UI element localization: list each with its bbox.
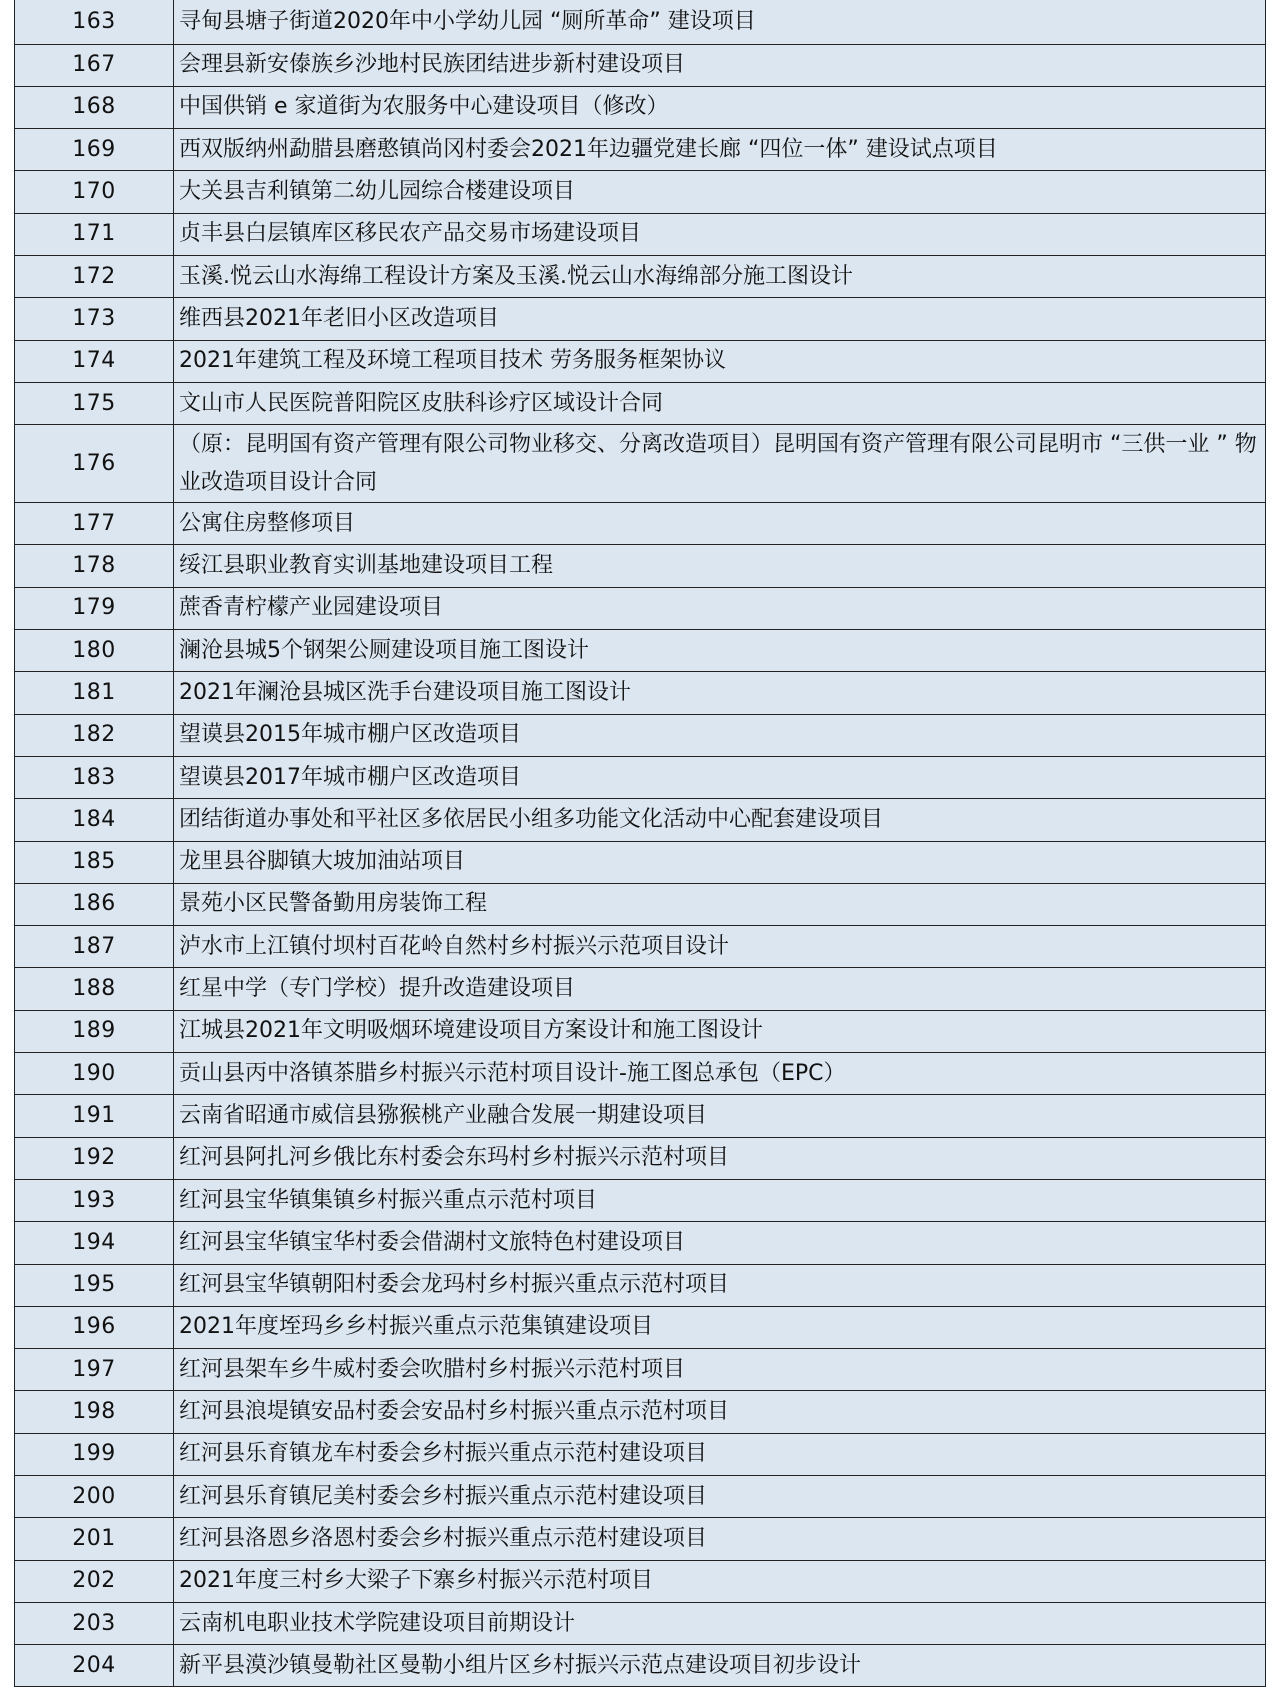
table-row: [15, 714, 1266, 756]
row-number-cell: 163: [15, 0, 174, 44]
table-row: [15, 1476, 1266, 1518]
row-number-cell: 187: [15, 926, 174, 968]
project-name-cell: 公寓住房整修项目: [174, 503, 1266, 545]
project-name-cell: 澜沧县城5个钢架公厕建设项目施工图设计: [174, 630, 1266, 672]
row-number-cell: 193: [15, 1179, 174, 1221]
project-name-cell: （原：昆明国有资产管理有限公司物业移交、分离改造项目）昆明国有资产管理有限公司昆明市 “三供一业 ” 物业改造项目设计合同: [174, 425, 1266, 503]
table-row: [15, 968, 1266, 1010]
table-row: [15, 1137, 1266, 1179]
table-row: [15, 1645, 1266, 1687]
row-number-cell: 199: [15, 1433, 174, 1475]
row-number-cell: 167: [15, 44, 174, 86]
project-table-body: [15, 0, 1266, 1687]
row-number-cell: 203: [15, 1602, 174, 1644]
project-name-cell: 云南机电职业技术学院建设项目前期设计: [174, 1602, 1266, 1644]
project-name-cell: 红河县架车乡牛威村委会吹腊村乡村振兴示范村项目: [174, 1349, 1266, 1391]
table-row: [15, 1179, 1266, 1221]
project-name-cell: 2021年度三村乡大梁子下寨乡村振兴示范村项目: [174, 1560, 1266, 1602]
row-number-cell: 195: [15, 1264, 174, 1306]
project-name-cell: 红河县洛恩乡洛恩村委会乡村振兴重点示范村建设项目: [174, 1518, 1266, 1560]
row-number-cell: 185: [15, 841, 174, 883]
row-number-cell: 170: [15, 171, 174, 213]
project-name-cell: 红河县浪堤镇安品村委会安品村乡村振兴重点示范村项目: [174, 1391, 1266, 1433]
row-number-cell: 190: [15, 1053, 174, 1095]
table-row: [15, 1010, 1266, 1052]
project-name-cell: 贞丰县白层镇库区移民农产品交易市场建设项目: [174, 213, 1266, 255]
table-row: [15, 630, 1266, 672]
row-number-cell: 192: [15, 1137, 174, 1179]
project-name-cell: 望谟县2015年城市棚户区改造项目: [174, 714, 1266, 756]
project-name-cell: 中国供销 e 家道街为农服务中心建设项目（修改）: [174, 86, 1266, 128]
table-row: [15, 425, 1266, 503]
project-name-cell: 龙里县谷脚镇大坡加油站项目: [174, 841, 1266, 883]
project-name-cell: 江城县2021年文明吸烟环境建设项目方案设计和施工图设计: [174, 1010, 1266, 1052]
row-number-cell: 168: [15, 86, 174, 128]
project-name-cell: 贡山县丙中洛镇茶腊乡村振兴示范村项目设计-施工图总承包（EPC）: [174, 1053, 1266, 1095]
row-number-cell: 176: [15, 425, 174, 503]
table-row: [15, 1391, 1266, 1433]
project-name-cell: 维西县2021年老旧小区改造项目: [174, 298, 1266, 340]
row-number-cell: 183: [15, 756, 174, 798]
row-number-cell: 197: [15, 1349, 174, 1391]
row-number-cell: 169: [15, 129, 174, 171]
row-number-cell: 191: [15, 1095, 174, 1137]
row-number-cell: 189: [15, 1010, 174, 1052]
row-number-cell: 171: [15, 213, 174, 255]
table-row: [15, 883, 1266, 925]
project-name-cell: 红河县宝华镇集镇乡村振兴重点示范村项目: [174, 1179, 1266, 1221]
table-row: [15, 756, 1266, 798]
project-name-cell: 玉溪.悦云山水海绵工程设计方案及玉溪.悦云山水海绵部分施工图设计: [174, 255, 1266, 297]
table-row: [15, 129, 1266, 171]
project-name-cell: 红河县宝华镇宝华村委会借湖村文旅特色村建设项目: [174, 1222, 1266, 1264]
project-name-cell: 团结街道办事处和平社区多依居民小组多功能文化活动中心配套建设项目: [174, 799, 1266, 841]
row-number-cell: 186: [15, 883, 174, 925]
table-row: [15, 1560, 1266, 1602]
table-row: [15, 1349, 1266, 1391]
table-row: [15, 255, 1266, 297]
row-number-cell: 177: [15, 503, 174, 545]
table-row: [15, 545, 1266, 587]
row-number-cell: 188: [15, 968, 174, 1010]
project-name-cell: 红河县宝华镇朝阳村委会龙玛村乡村振兴重点示范村项目: [174, 1264, 1266, 1306]
table-row: [15, 1222, 1266, 1264]
project-name-cell: 泸水市上江镇付坝村百花岭自然村乡村振兴示范项目设计: [174, 926, 1266, 968]
row-number-cell: 202: [15, 1560, 174, 1602]
row-number-cell: 175: [15, 382, 174, 424]
row-number-cell: 180: [15, 630, 174, 672]
table-row: [15, 0, 1266, 44]
row-number-cell: 200: [15, 1476, 174, 1518]
project-name-cell: 蔗香青柠檬产业园建设项目: [174, 587, 1266, 629]
row-number-cell: 178: [15, 545, 174, 587]
table-row: [15, 171, 1266, 213]
row-number-cell: 172: [15, 255, 174, 297]
table-row: [15, 672, 1266, 714]
project-name-cell: 望谟县2017年城市棚户区改造项目: [174, 756, 1266, 798]
row-number-cell: 204: [15, 1645, 174, 1687]
project-name-cell: 会理县新安傣族乡沙地村民族团结进步新村建设项目: [174, 44, 1266, 86]
row-number-cell: 201: [15, 1518, 174, 1560]
row-number-cell: 184: [15, 799, 174, 841]
table-row: [15, 503, 1266, 545]
table-row: [15, 1306, 1266, 1348]
table-row: [15, 298, 1266, 340]
table-row: [15, 1264, 1266, 1306]
project-name-cell: 新平县漠沙镇曼勒社区曼勒小组片区乡村振兴示范点建设项目初步设计: [174, 1645, 1266, 1687]
project-name-cell: 2021年度垤玛乡乡村振兴重点示范集镇建设项目: [174, 1306, 1266, 1348]
table-row: [15, 799, 1266, 841]
project-name-cell: 红河县乐育镇尼美村委会乡村振兴重点示范村建设项目: [174, 1476, 1266, 1518]
project-name-cell: 红河县阿扎河乡俄比东村委会东玛村乡村振兴示范村项目: [174, 1137, 1266, 1179]
project-list-sheet: [14, 0, 1266, 1687]
project-name-cell: 2021年澜沧县城区洗手台建设项目施工图设计: [174, 672, 1266, 714]
table-row: [15, 44, 1266, 86]
project-name-cell: 云南省昭通市威信县猕猴桃产业融合发展一期建设项目: [174, 1095, 1266, 1137]
table-row: [15, 340, 1266, 382]
table-row: [15, 841, 1266, 883]
table-row: [15, 1095, 1266, 1137]
row-number-cell: 179: [15, 587, 174, 629]
project-name-cell: 红星中学（专门学校）提升改造建设项目: [174, 968, 1266, 1010]
table-row: [15, 213, 1266, 255]
table-row: [15, 382, 1266, 424]
table-row: [15, 86, 1266, 128]
project-name-cell: 红河县乐育镇龙车村委会乡村振兴重点示范村建设项目: [174, 1433, 1266, 1475]
row-number-cell: 194: [15, 1222, 174, 1264]
project-name-cell: 2021年建筑工程及环境工程项目技术 劳务服务框架协议: [174, 340, 1266, 382]
row-number-cell: 174: [15, 340, 174, 382]
row-number-cell: 182: [15, 714, 174, 756]
project-name-cell: 景苑小区民警备勤用房装饰工程: [174, 883, 1266, 925]
project-name-cell: 寻甸县塘子街道2020年中小学幼儿园 “厕所革命” 建设项目: [174, 0, 1266, 44]
project-name-cell: 大关县吉利镇第二幼儿园综合楼建设项目: [174, 171, 1266, 213]
row-number-cell: 196: [15, 1306, 174, 1348]
row-number-cell: 173: [15, 298, 174, 340]
table-row: [15, 1518, 1266, 1560]
row-number-cell: 198: [15, 1391, 174, 1433]
table-row: [15, 926, 1266, 968]
table-row: [15, 1053, 1266, 1095]
table-row: [15, 1433, 1266, 1475]
project-name-cell: 西双版纳州勐腊县磨憨镇尚冈村委会2021年边疆党建长廊 “四位一体” 建设试点项目: [174, 129, 1266, 171]
table-row: [15, 1602, 1266, 1644]
project-name-cell: 绥江县职业教育实训基地建设项目工程: [174, 545, 1266, 587]
project-table: [14, 0, 1266, 1687]
table-row: [15, 587, 1266, 629]
row-number-cell: 181: [15, 672, 174, 714]
project-name-cell: 文山市人民医院普阳院区皮肤科诊疗区域设计合同: [174, 382, 1266, 424]
